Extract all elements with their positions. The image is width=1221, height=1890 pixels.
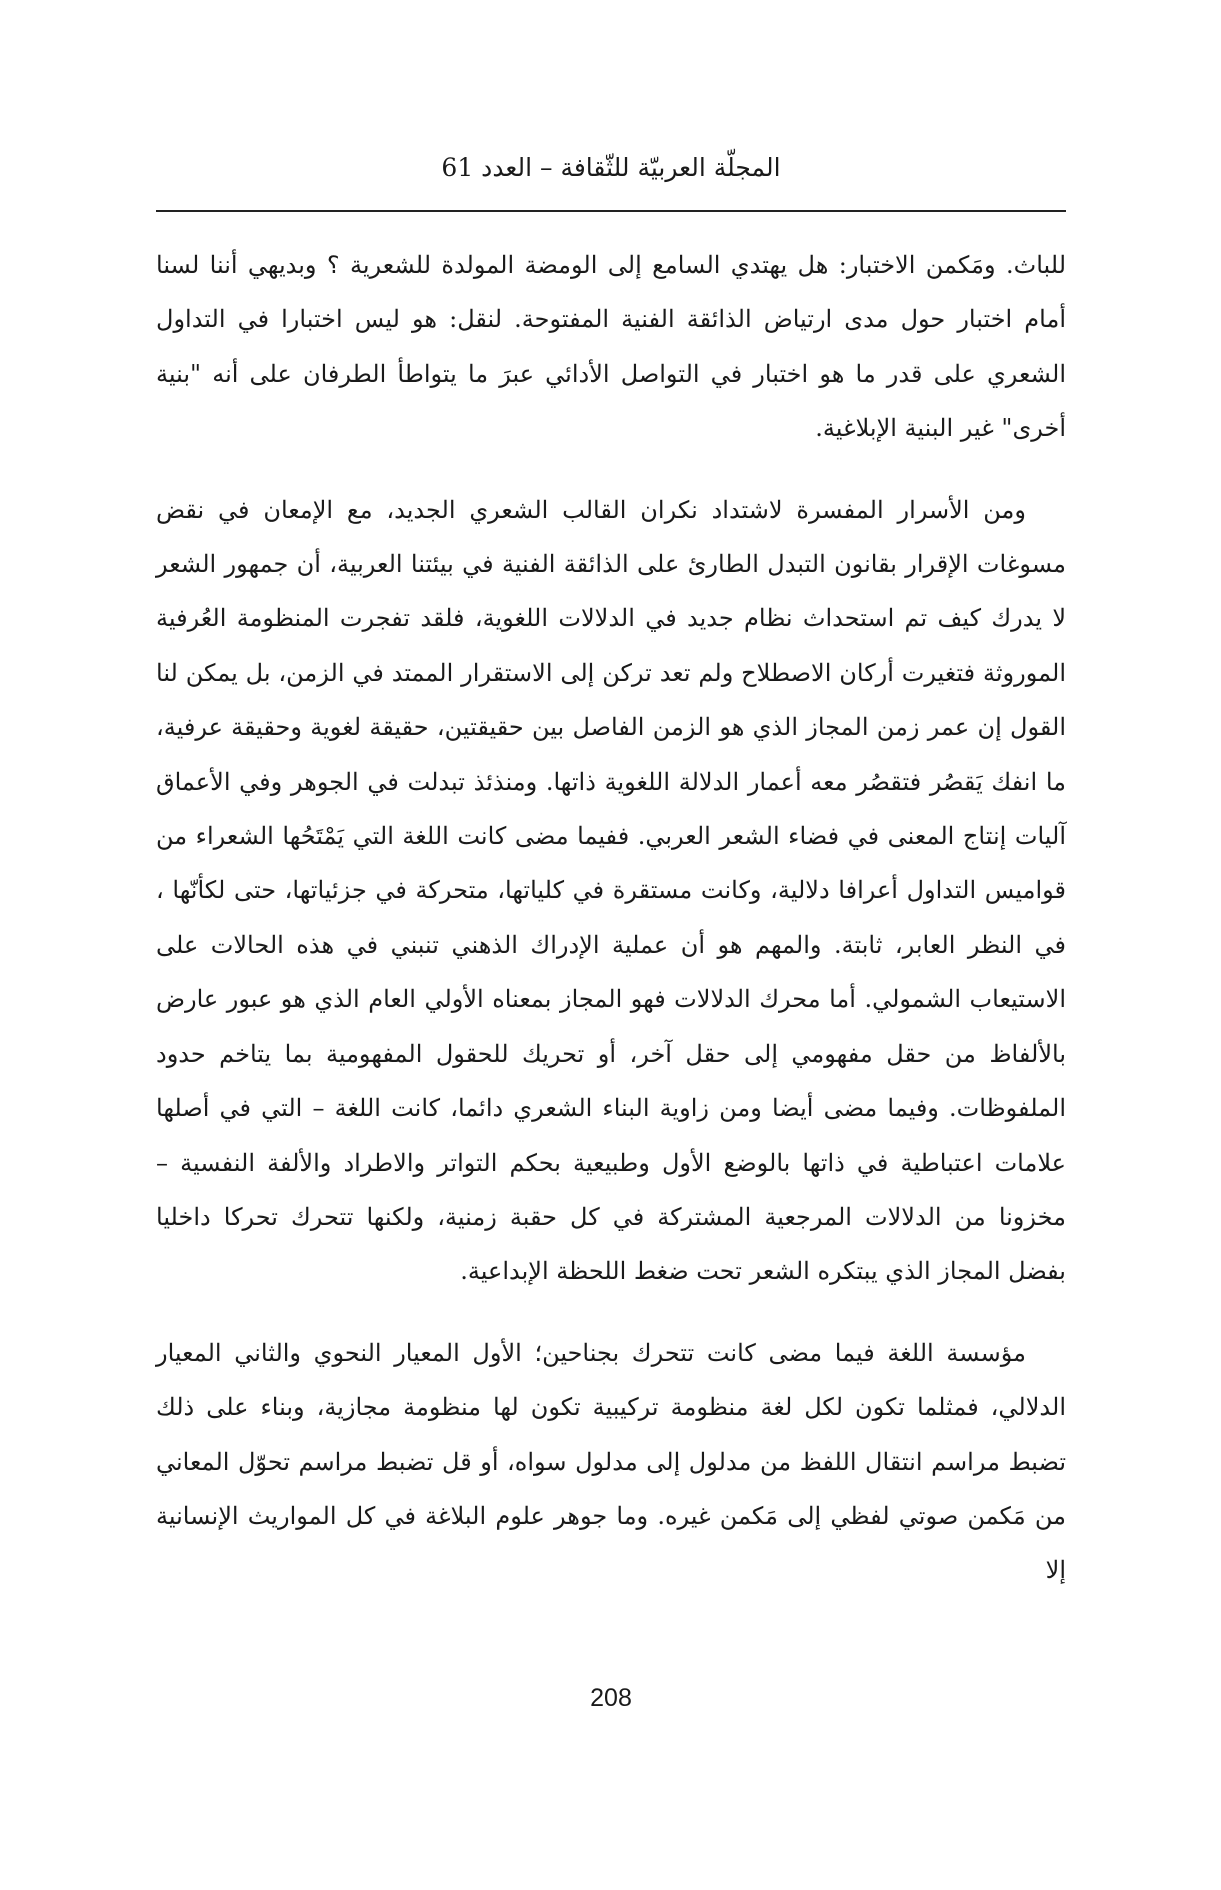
article-body: [156, 238, 1066, 1598]
paragraph-3: مؤسسة اللغة فيما مضى كانت تتحرك بجناحين؛ الأول المعيار النحوي والثاني المعيار الدلالي، فمثلما تكون لكل لغة منظومة تركيبية تكون لها منظومة مجازية، وبناء على ذلك تضبط مراسم انتقال اللفظ من مدلول إلى مدلول سواه، أو قل تضبط مراسم تحوّل المعاني من مَكمن صوتي لفظي إلى مَكمن غيره. وما جوهر علوم البلاغة في كل المواريث الإنسانية إلا: [156, 1338, 1066, 1585]
paragraph-1: للباث. ومَكمن الاختبار: هل يهتدي السامع إلى الومضة المولدة للشعرية ؟ وبديهي أننا لسنا أمام اختبار حول مدى ارتياض الذائقة الفنية المفتوحة. لنقل: هو ليس اختبارا في التداول الشعري على قدر ما هو اختبار في التواصل الأدائي عبرَ ما يتواطأ الطرفان على أنه "بنية أخرى" غير البنية الإبلاغية.: [156, 251, 1066, 443]
page-number: 208: [590, 1684, 632, 1712]
page-header: المجلّة العربيّة للثّقافة – العدد 61: [441, 153, 781, 182]
paragraph-2: ومن الأسرار المفسرة لاشتداد نكران القالب الشعري الجديد، مع الإمعان في نقض مسوغات الإقرار بقانون التبدل الطارئ على الذائقة الفنية في بيئتنا العربية، أن جمهور الشعر لا يدرك كيف تم استحداث نظام جديد في الدلالات اللغوية، فلقد تفجرت المنظومة العُرفية الموروثة فتغيرت أركان الاصطلاح ولم تعد تركن إلى الاستقرار الممتد في الزمن، بل يمكن لنا القول إن عمر زمن المجاز الذي هو الزمن الفاصل بين حقيقتين، حقيقة لغوية وحقيقة عرفية، ما انفك يَقصُر فتقصُر معه أعمار الدلالة اللغوية ذاتها. ومنذئذ تبدلت في الجوهر وفي الأعماق آليات إنتاج المعنى في فضاء الشعر العربي. ففيما مضى كانت اللغة التي يَمْتَحُها الشعراء من قواميس التداول أعرافا دلالية، وكانت مستقرة في كلياتها، متحركة في جزئياتها، حتى لكأنّها ، في النظر العابر، ثابتة. والمهم هو أن عملية الإدراك الذهني تنبني في هذه الحالات على الاستيعاب الشمولي. أما محرك الدلالات فهو المجاز بمعناه الأولي العام الذي هو عبور عارض بالألفاظ من حقل مفهومي إلى حقل آخر، أو تحريك للحقول المفهومية بما يتاخم حدود الملفوظات. وفيما مضى أيضا ومن زاوية البناء الشعري دائما، كانت اللغة – التي في أصلها علامات اعتباطية في ذاتها بالوضع الأول وطبيعية بحكم التواتر والاطراد والألفة النفسية – مخزونا من الدلالات المرجعية المشتركة في كل حقبة زمنية، ولكنها تتحرك تحركا داخليا بفضل المجاز الذي يبتكره الشعر تحت ضغط اللحظة الإبداعية.: [156, 495, 1067, 1286]
header-divider: [156, 210, 1066, 212]
